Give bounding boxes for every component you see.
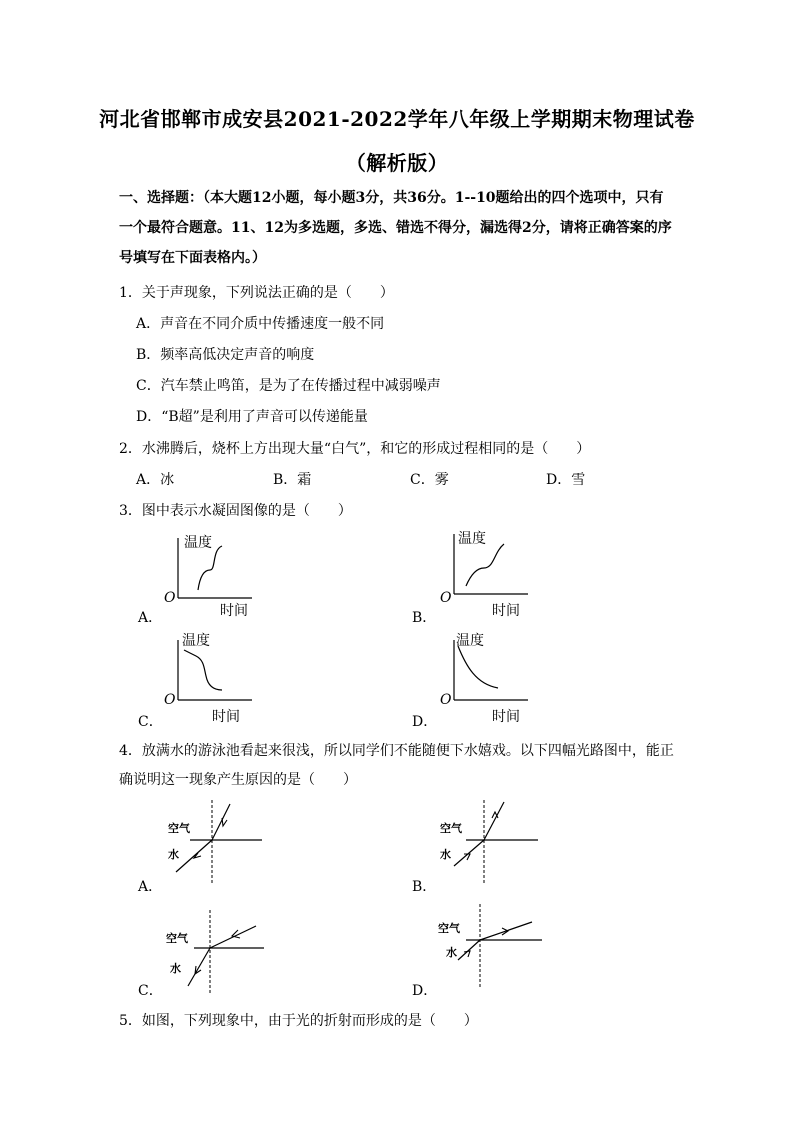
graph-b-y-label: 温度 <box>458 531 486 547</box>
question-4-stem-line1: 4．放满水的游泳池看起来很浅，所以同学们不能随便下水嬉戏。以下四幅光路图中，能正 <box>119 743 674 759</box>
question-3-option-d: D． <box>412 714 438 730</box>
graph-b-x-label: 时间 <box>492 603 520 619</box>
ray-d-water-label: 水 <box>446 946 457 959</box>
graph-a-origin: O <box>164 590 176 606</box>
question-3-option-a: A． <box>138 610 163 626</box>
ray-diagram-c-svg <box>160 908 270 996</box>
graph-b-origin: O <box>440 590 452 606</box>
ray-b-water-label: 水 <box>440 848 451 861</box>
graph-d-y-label: 温度 <box>456 633 484 649</box>
graph-c-y-label: 温度 <box>182 633 210 649</box>
graph-b-curve <box>466 544 504 586</box>
ray-c-air-label: 空气 <box>166 932 188 945</box>
graph-d-curve <box>458 646 498 688</box>
question-4-ray-diagram-a <box>160 798 270 886</box>
paper-subtitle: （解析版） <box>345 151 449 175</box>
ray-a-water-label: 水 <box>168 848 179 861</box>
question-4-option-c: C． <box>138 983 163 999</box>
ray-c-water-label: 水 <box>170 962 181 975</box>
question-3-stem: 3．图中表示水凝固图像的是（ ） <box>119 503 352 519</box>
graph-a-x-label: 时间 <box>220 603 248 619</box>
ray-diagram-a-svg <box>160 798 270 886</box>
question-2-option-a: A．冰 <box>136 472 175 488</box>
question-3-graph-a <box>160 530 260 622</box>
question-4-ray-diagram-b <box>436 798 546 886</box>
question-2-option-d: D．雪 <box>546 472 586 488</box>
graph-a-curve <box>198 546 222 590</box>
ray-diagram-b-svg <box>436 798 546 886</box>
graph-c-origin: O <box>164 692 176 708</box>
question-3-graph-d <box>436 628 536 724</box>
question-4-stem-line2: 确说明这一现象产生原因的是（ ） <box>119 772 357 788</box>
graph-c-svg <box>160 628 260 724</box>
question-3-option-b: B． <box>412 610 437 626</box>
graph-c-curve <box>184 650 222 690</box>
ray-a-air-label: 空气 <box>168 822 190 835</box>
question-3-graph-b <box>436 524 536 620</box>
section-heading-line2: 一个最符合题意。11、12为多选题，多选、错选不得分，漏选得2分，请将正确答案的序 <box>119 220 672 236</box>
question-1-stem: 1．关于声现象，下列说法正确的是（ ） <box>119 285 394 301</box>
question-1-option-d: D．“B超”是利用了声音可以传递能量 <box>136 409 368 425</box>
graph-d-origin: O <box>440 692 452 708</box>
section-heading-line1: 一、选择题：（本大题12小题，每小题3分，共36分。1--10题给出的四个选项中，只有 <box>119 190 664 206</box>
question-4-option-b: B． <box>412 879 437 895</box>
question-1-option-a: A．声音在不同介质中传播速度一般不同 <box>136 316 385 332</box>
question-1-option-b: B．频率高低决定声音的响度 <box>136 347 315 363</box>
ray-d-air-label: 空气 <box>438 922 460 935</box>
question-3-graph-c <box>160 628 260 724</box>
graph-c-x-label: 时间 <box>212 709 240 725</box>
graph-d-x-label: 时间 <box>492 709 520 725</box>
question-4-option-d: D． <box>412 983 438 999</box>
question-5-stem: 5．如图，下列现象中，由于光的折射而形成的是（ ） <box>119 1013 478 1029</box>
question-4-ray-diagram-c <box>160 908 270 996</box>
section-heading-line3: 号填写在下面表格内。） <box>119 250 266 266</box>
question-2-stem: 2．水沸腾后，烧杯上方出现大量“白气”，和它的形成过程相同的是（ ） <box>119 441 591 457</box>
graph-a-y-label: 温度 <box>184 535 212 551</box>
question-2-option-c: C．雾 <box>410 472 449 488</box>
paper-title: 河北省邯郸市成安县2021-2022学年八年级上学期期末物理试卷 <box>99 107 695 131</box>
question-4-ray-diagram-d <box>436 902 546 990</box>
ray-b-air-label: 空气 <box>440 822 462 835</box>
question-3-option-c: C． <box>138 714 163 730</box>
question-2-option-b: B．霜 <box>273 472 312 488</box>
graph-d-svg <box>436 628 536 724</box>
question-1-option-c: C．汽车禁止鸣笛，是为了在传播过程中减弱噪声 <box>136 378 441 394</box>
question-4-option-a: A． <box>138 879 163 895</box>
